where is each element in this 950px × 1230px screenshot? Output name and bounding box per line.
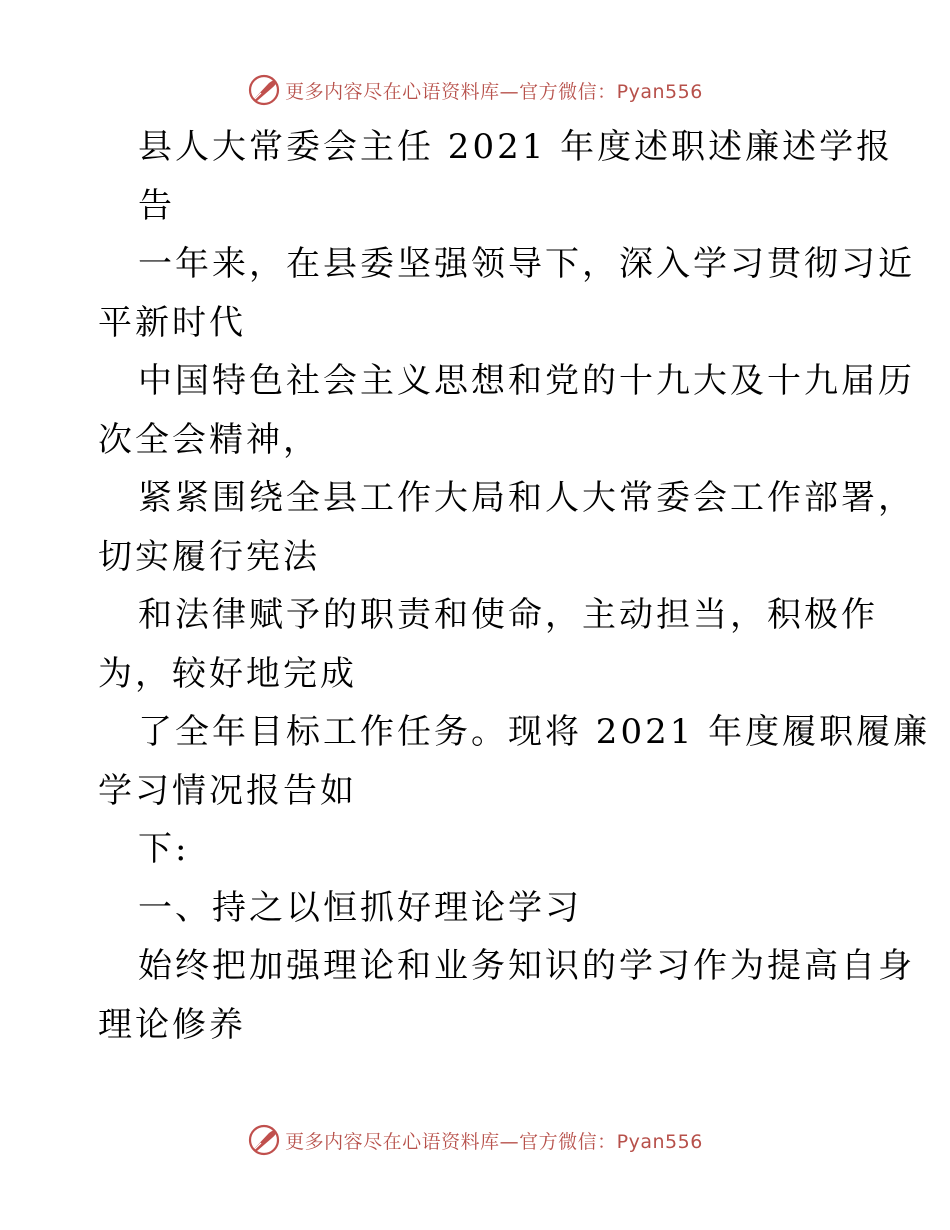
paragraph-line: 中国特色社会主义思想和党的十九大及十九届历 [138,361,915,401]
paragraph-line: 一年来，在县委坚强领导下，深入学习贯彻习近 [138,244,915,284]
header-watermark-banner [0,70,950,110]
paragraph-line: 次全会精神， [98,419,320,460]
paragraph-line: 下: [138,829,190,869]
paragraph-line: 切实履行宪法 [98,536,320,577]
section-heading: 一、持之以恒抓好理论学习 [138,887,582,928]
footer-watermark-banner [0,1120,950,1160]
paragraph-line: 了全年目标工作任务。现将 2021 年度履职履廉 [138,712,931,752]
document-title-line-2: 告 [138,185,175,226]
document-body [98,118,931,1054]
watermark-text: 更多内容尽在心语资料库—官方微信：Pyan556 [285,80,703,103]
paragraph-line: 和法律赋予的职责和使命，主动担当，积极作 [138,595,878,635]
document-title-line-1: 县人大常委会主任 2021 年度述职述廉述学报 [138,127,894,167]
paragraph-line: 紧紧围绕全县工作大局和人大常委会工作部署， [138,478,915,518]
paragraph-line: 平新时代 [98,302,246,343]
paragraph-line: 学习情况报告如 [98,770,357,811]
paragraph-line: 理论修养 [98,1004,246,1045]
quill-pen-logo-icon [247,1123,281,1157]
paragraph-line: 为，较好地完成 [98,653,357,694]
watermark-text: 更多内容尽在心语资料库—官方微信：Pyan556 [285,1130,703,1153]
paragraph-line: 始终把加强理论和业务知识的学习作为提高自身 [138,946,915,986]
quill-pen-logo-icon [247,73,281,107]
